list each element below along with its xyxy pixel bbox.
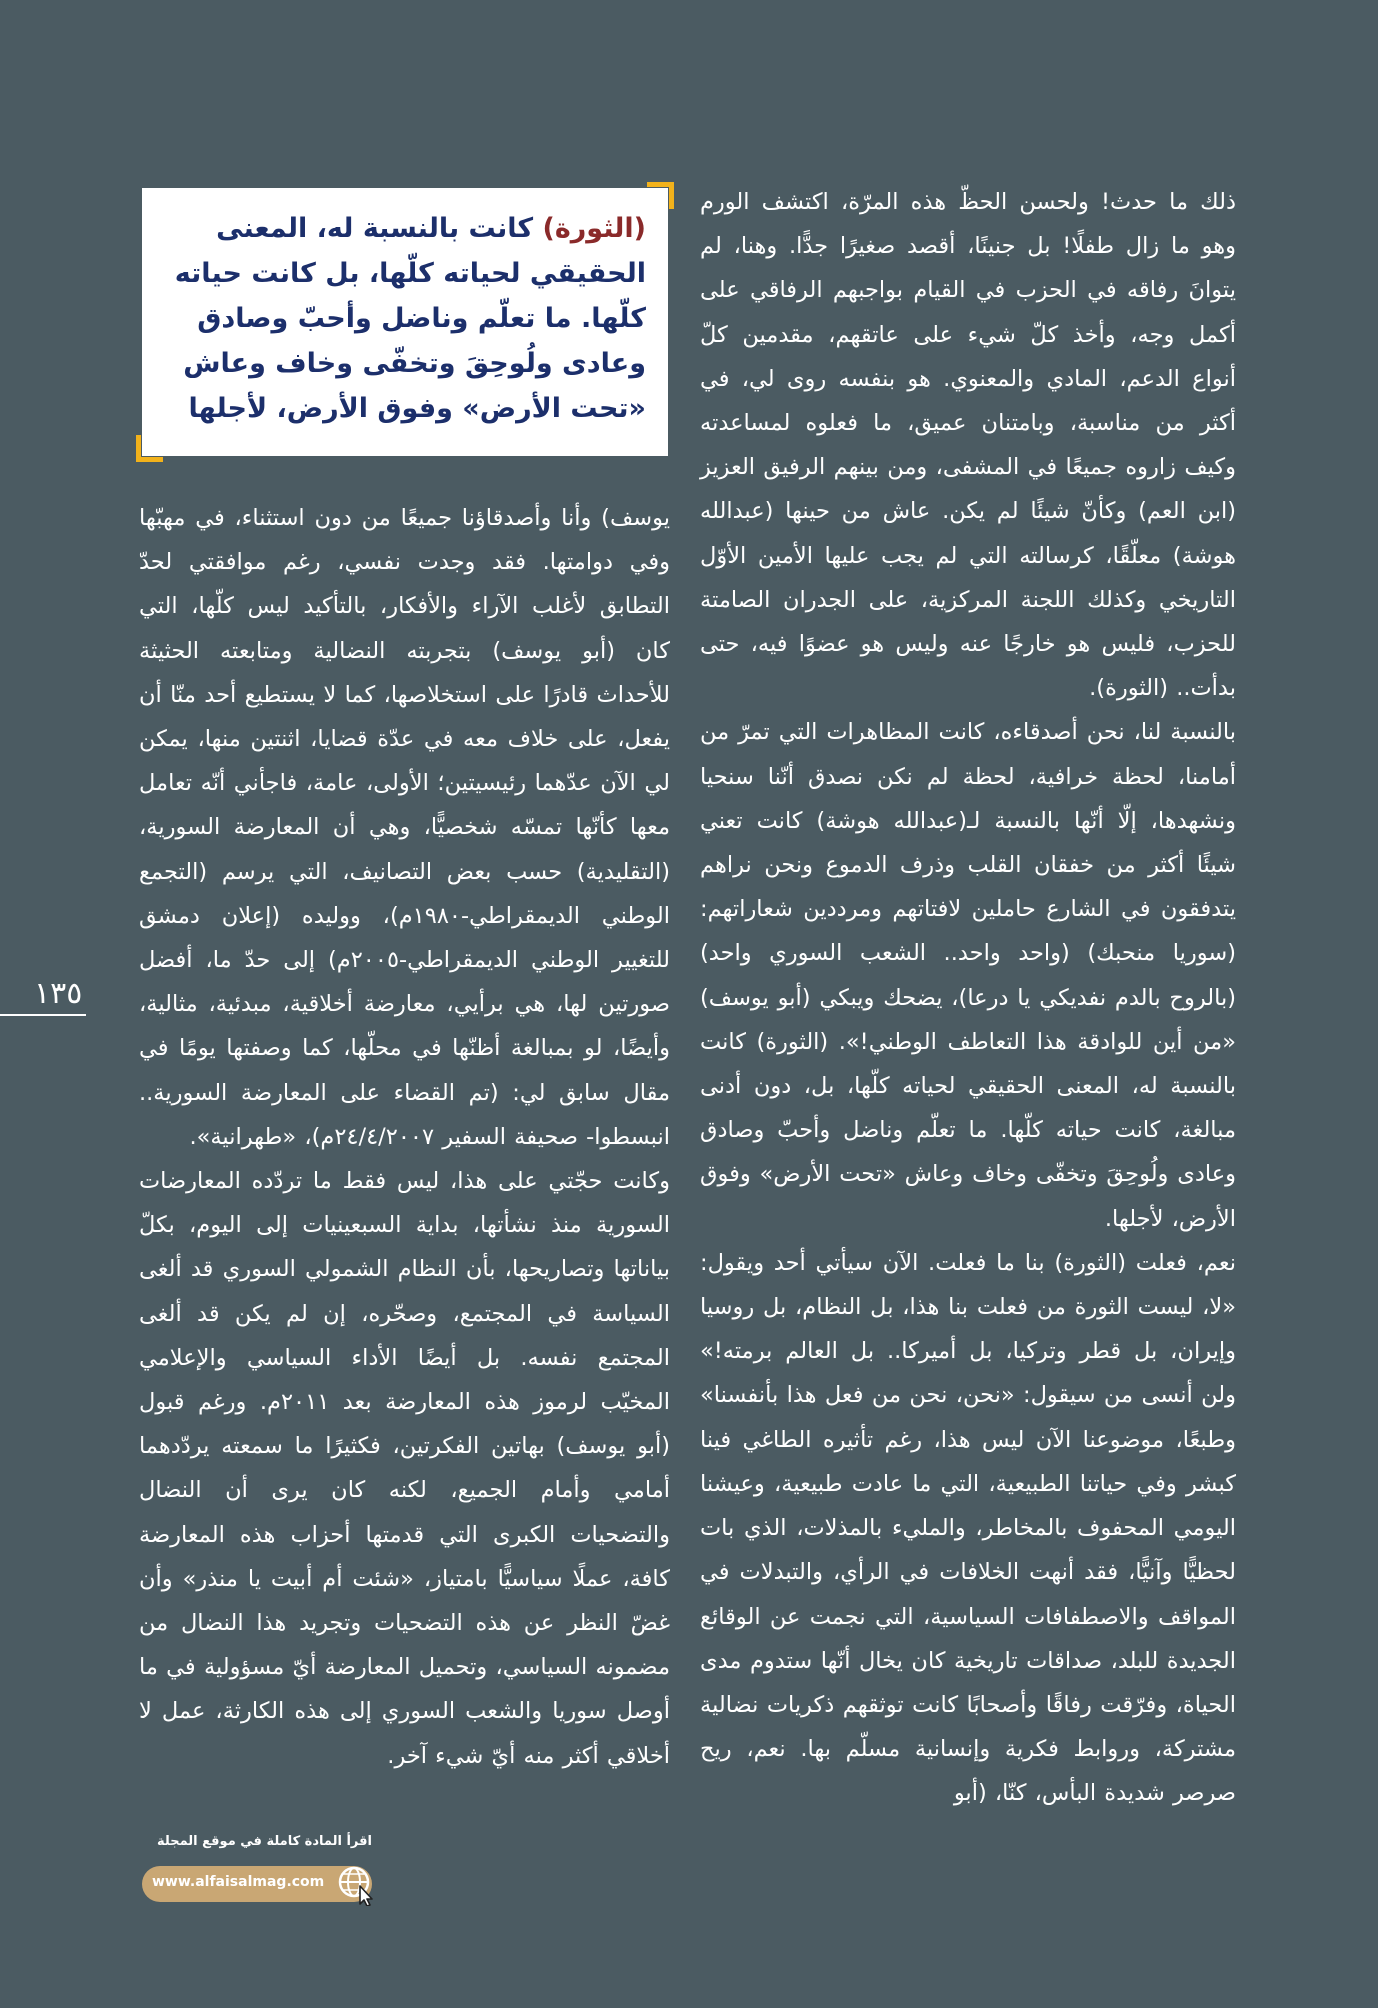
article-paragraph: نعم، فعلت (الثورة) بنا ما فعلت. الآن سيأتي أحد ويقول: «لا، ليست الثورة من فعلت بنا هذا، بل النظام، بل روسيا وإيران، بل قطر وتركيا، بل أميركا.. بل العالم برمته!» ولن أنسى من سيقول: «نحن، نحن من فعل هذا بأنفسنا» وطبعًا، موضوعنا الآن ليس هذا، رغم تأثيره الطاغي فينا كبشر وفي حياتنا الطبيعية، التي ما عادت طبيعية، وعيشنا اليومي المحفوف بالمخاطر، والمليء بالمذلات، الذي بات لحظيًّا وآنيًّا، فقد أنهت الخلافات في الرأي، والتبدلات في المواقف والاصطفافات السياسية، التي نجمت عن الوقائع الجديدة للبلد، صداقات تاريخية كان يخال أنّها ستدوم مدى الحياة، وفرّقت رفاقًا وأصحابًا كانت توثقهم ذكريات نضالية مشتركة، وروابط فكرية وإنسانية مسلّم بها. نعم، ريح صرصر شديدة البأس، كنّا، (أبو <box>700 1249 1236 1807</box>
read-more-note: اقرأ المادة كاملة في موقع المجلة <box>157 1834 372 1849</box>
quote-corner-accent <box>647 182 674 209</box>
article-paragraph: ذلك ما حدث! ولحسن الحظّ هذه المرّة، اكتشف الورم وهو ما زال طفلًا! بل جنينًا، أقصد صغيرًا جدًّا. وهنا، لم يتوانَ رفاقه في الحزب في القيام بواجبهم الرفاقي على أكمل وجه، وأخذ كلّ شيء على عاتقهم، مقدمين كلّ أنواع الدعم، المادي والمعنوي. هو بنفسه روى لي، في أكثر من مناسبة، وبامتنان عميق، ما فعلوه لمساعدته وكيف زاروه جميعًا في المشفى، ومن بينهم الرفيق العزيز (ابن العم) وكأنّ شيئًا لم يكن. عاش من حينها (عبدالله هوشة) معلّقًا، كرسالته التي لم يجب عليها الأمين الأوّل التاريخي وكذلك اللجنة المركزية، على الجدران الصامتة للحزب، فليس هو خارجًا عنه وليس هو عضوًا فيه، حتى بدأت.. (الثورة). <box>700 189 1236 702</box>
quote-corner-accent <box>136 435 163 462</box>
pull-quote <box>142 188 668 456</box>
globe-cursor-icon <box>334 1862 378 1906</box>
article-paragraph: وكانت حجّتي على هذا، ليس فقط ما تردّده المعارضات السورية منذ نشأتها، بداية السبعينيات إلى اليوم، بكلّ بياناتها وتصاريحها، بأن النظام الشمولي السوري قد ألغى السياسة في المجتمع، وصحّره، إن لم يكن قد ألغى المجتمع نفسه. بل أيضًا الأداء السياسي والإعلامي المخيّب لرموز هذه المعارضة بعد ٢٠١١م. ورغم قبول (أبو يوسف) بهاتين الفكرتين، فكثيرًا ما سمعته يردّدهما أمامي وأمام الجميع، لكنه كان يرى أن النضال والتضحيات الكبرى التي قدمتها أحزاب هذه المعارضة كافة، عملًا سياسيًّا بامتياز، «شئت أم أبيت يا منذر» وأن غضّ النظر عن هذه التضحيات وتجريد هذا النضال من مضمونه السياسي، وتحميل المعارضة أيّ مسؤولية في ما أوصل سوريا والشعب السوري إلى هذه الكارثة، عمل لا أخلاقي أكثر منه أيّ شيء آخر. <box>139 1168 671 1769</box>
pull-quote-highlight: (الثورة) <box>542 213 646 244</box>
article-column-left <box>139 496 670 1778</box>
page-number: ١٣٥ <box>34 976 83 1011</box>
website-link[interactable] <box>142 1866 372 1902</box>
article-paragraph: بالنسبة لنا، نحن أصدقاءه، كانت المظاهرات التي تمرّ من أمامنا، لحظة خرافية، لحظة لم نكن نصدق أنّنا سنحيا ونشهدها، إلّا أنّها بالنسبة لـ(عبدالله هوشة) كانت تعني شيئًا أكثر من خفقان القلب وذرف الدموع ونحن نراهم يتدفقون في الشارع حاملين لافتاتهم ومرددين شعاراتهم: (سوريا منحبك) (واحد واحد.. الشعب السوري واحد) (بالروح بالدم نفديكي يا درعا)، يضحك ويبكي (أبو يوسف) «من أين للوادقة هذا التعاطف الوطني!». (الثورة) كانت بالنسبة له، المعنى الحقيقي لحياته كلّها، بل، دون أدنى مبالغة، كانت حياته كلّها. ما تعلّم وناضل وأحبّ وصادق وعادى ولُوحِقَ وتخفّى وخاف وعاش «تحت الأرض» وفوق الأرض، لأجلها. <box>700 719 1236 1232</box>
article-column-right <box>700 180 1236 1816</box>
article-paragraph: يوسف) وأنا وأصدقاؤنا جميعًا من دون استثناء، في مهبّها وفي دوامتها. فقد وجدت نفسي، رغم موافقتي لحدّ التطابق لأغلب الآراء والأفكار، بالتأكيد ليس كلّها، التي كان (أبو يوسف) بتجربته النضالية ومتابعته الحثيثة للأحداث قادرًا على استخلاصها، كما لا يستطيع أحد منّا أن يفعل، على خلاف معه في عدّة قضايا، اثنتين منها، يمكن لي الآن عدّهما رئيسيتين؛ الأولى، عامة، فاجأني أنّه تعامل معها كأنّها تمسّه شخصيًّا، وهي أن المعارضة السورية، (التقليدية) حسب بعض التصانيف، التي يرسم (التجمع الوطني الديمقراطي-١٩٨٠م)، ووليده (إعلان دمشق للتغيير الوطني الديمقراطي-٢٠٠٥م) إلى حدّ ما، أفضل صورتين لها، هي برأيي، معارضة أخلاقية، مبدئية، مثالية، وأيضًا، لو بمبالغة أظنّها في محلّها، كما وصفتها يومًا في مقال سابق لي: (تم القضاء على المعارضة السورية.. انبسطوا- صحيفة السفير ٢٤/٤/٢٠٠٧م)، «طهرانية». <box>139 505 670 1150</box>
pull-quote-text <box>164 206 646 431</box>
website-url[interactable]: www.alfaisalmag.com <box>152 1874 325 1890</box>
pull-quote-body: كانت بالنسبة له، المعنى الحقيقي لحياته كلّها، بل كانت حياته كلّها. ما تعلّم وناضل وأحبّ وصادق وعادى ولُوحِقَ وتخفّى وخاف وعاش «تحت الأرض» وفوق الأرض، لأجلها <box>174 213 646 424</box>
page-number-rule <box>0 1014 86 1016</box>
